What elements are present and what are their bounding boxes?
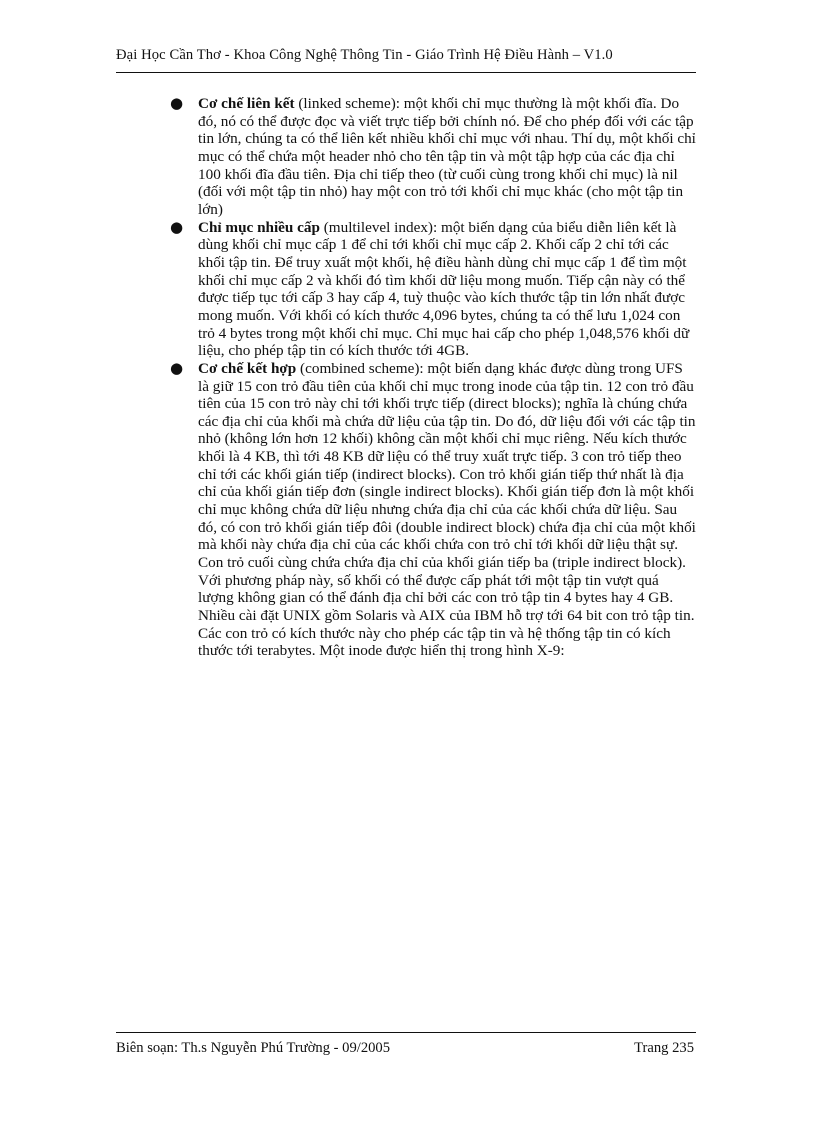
list-item-linked-scheme <box>162 95 696 219</box>
term-combined-scheme: Cơ chế kết hợp <box>198 359 297 377</box>
description-combined-scheme: (combined scheme): một biến dạng khác được dùng trong UFS là giữ 15 con trỏ đầu tiên của khối chỉ mục trong inode của tập tin. 12 con trỏ đầu tiên của 15 con trỏ này chỉ tới khối trực tiếp (direct blocks); nghĩa là chúng chứa các địa chỉ của khối mà chứa dữ liệu của tập tin. Do đó, dữ liệu đối với các tập tin nhỏ (không lớn hơn 12 khối) không cần một khối chỉ mục riêng. Nếu kích thước khối là 4 KB, thì tới 48 KB dữ liệu có thể truy xuất trực tiếp. 3 con trỏ tiếp theo chỉ tới các khối gián tiếp (indirect blocks). Con trỏ khối gián tiếp thứ nhất là địa chỉ của khối gián tiếp đơn (single indirect blocks). Khối gián tiếp đơn là một khối chỉ mục không chứa dữ liệu nhưng chứa địa chỉ của các khối chứa dữ liệu. Sau đó, có con trỏ khối gián tiếp đôi (double indirect block) chứa địa chỉ của một khối mà khối này chứa địa chỉ của các khối chứa con trỏ chỉ tới khối dữ liệu thật sự. Con trỏ cuối cùng chứa chứa địa chỉ của khối gián tiếp ba (triple indirect block). Với phương pháp này, số khối có thể được cấp phát tới một tập tin vượt quá lượng không gian có thể đánh địa chỉ bởi các con trỏ tập tin 4 bytes hay 4 GB. Nhiều cài đặt UNIX gồm Solaris và AIX của IBM hỗ trợ tới 64 bit con trỏ tập tin. Các con trỏ có kích thước này cho phép các tập tin và hệ thống tập tin có kích thước tới terabytes. Một inode được hiển thị trong hình X-9: <box>198 359 696 660</box>
list-item-multilevel-index <box>162 219 696 360</box>
main-content <box>162 95 696 660</box>
bullet-list <box>162 95 696 660</box>
bullet-icon: ● <box>170 217 184 236</box>
term-multilevel-index: Chỉ mục nhiều cấp <box>198 218 320 236</box>
page-header: Đại Học Cần Thơ - Khoa Công Nghệ Thông Tin - Giáo Trình Hệ Điều Hành – V1.0 <box>116 47 613 63</box>
description-linked-scheme: (linked scheme): một khối chỉ mục thường là một khối đĩa. Do đó, nó có thể được đọc và viết trực tiếp bởi chính nó. Để cho phép đối với các tập tin lớn, chúng ta có thể liên kết nhiều khối chỉ mục với nhau. Thí dụ, một khối chỉ mục có thể chứa một header nhỏ cho tên tập tin và một tập hợp của các địa chỉ 100 khối đĩa đầu tiên. Địa chỉ tiếp theo (từ cuối cùng trong khối chỉ mục) là nil (đối với một tập tin nhỏ) hay một con trỏ tới khối chỉ mục khác (cho một tập tin lớn) <box>198 95 696 218</box>
term-linked-scheme: Cơ chế liên kết <box>198 95 295 112</box>
bullet-icon: ● <box>170 94 184 112</box>
list-item-combined-scheme <box>162 360 696 660</box>
header-divider <box>116 72 696 73</box>
page-number: Trang 235 <box>634 1040 694 1056</box>
bullet-icon: ● <box>170 358 184 377</box>
footer-divider <box>116 1032 696 1033</box>
description-multilevel-index: (multilevel index): một biến dạng của biểu diễn liên kết là dùng khối chỉ mục cấp 1 để chỉ tới khối chỉ mục cấp 2. Khối cấp 2 chỉ tới các khối tập tin. Để truy xuất một khối, hệ điều hành dùng chỉ mục cấp 1 để tìm một khối chỉ mục cấp 2 và khối đó tìm khối dữ liệu mong muốn. Tiếp cận này có thể được tiếp tục tới cấp 3 hay cấp 4, tuỳ thuộc vào kích thước tập tin lớn nhất được mong muốn. Với khối có kích thước 4,096 bytes, chúng ta có thể lưu 1,024 con trỏ 4 bytes trong một khối chỉ mục. Chỉ mục hai cấp cho phép 1,048,576 khối dữ liệu, cho phép tập tin có kích thước tới 4GB. <box>198 218 690 360</box>
footer-author: Biên soạn: Th.s Nguyễn Phú Trường - 09/2005 <box>116 1040 391 1056</box>
